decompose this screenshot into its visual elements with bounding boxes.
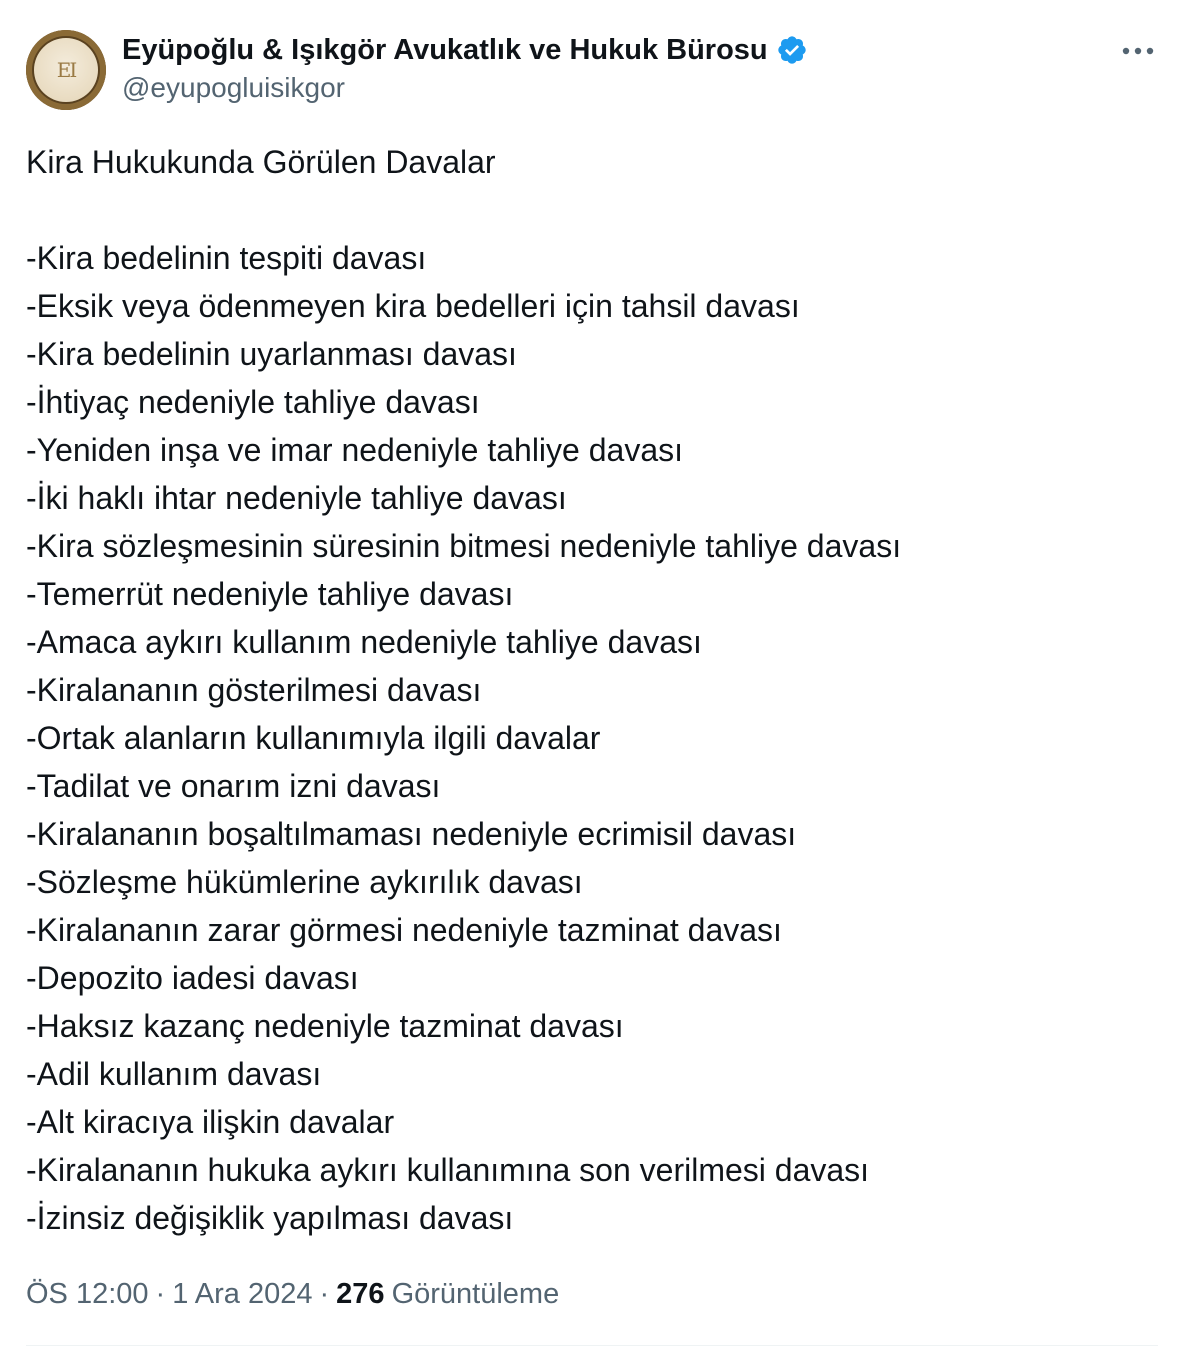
views-label: Görüntüleme: [391, 1277, 560, 1310]
case-list-item: -Kira bedelinin tespiti davası: [26, 240, 427, 276]
case-list-item: -Tadilat ve onarım izni davası: [26, 768, 441, 804]
case-list-item: -Amaca aykırı kullanım nedeniyle tahliye davası: [26, 624, 702, 660]
case-list-item: -Kiralananın hukuka aykırı kullanımına son verilmesi davası: [26, 1152, 870, 1188]
case-list-item: -Kiralananın boşaltılmaması nedeniyle ecrimisil davası: [26, 816, 797, 852]
blank-line: [26, 186, 1166, 234]
author-name-row: [122, 30, 808, 70]
tweet-meta: [26, 1272, 559, 1316]
case-list-item: -Kiralananın zarar görmesi nedeniyle tazminat davası: [26, 912, 782, 948]
case-list-item: -Ortak alanların kullanımıyla ilgili davalar: [26, 720, 601, 756]
more-horizontal-icon: [1121, 46, 1155, 56]
case-list-item: -Haksız kazanç nedeniyle tazminat davası: [26, 1008, 624, 1044]
case-list-item: -Adil kullanım davası: [26, 1056, 322, 1092]
tweet-title: Kira Hukukunda Görülen Davalar: [26, 144, 496, 180]
verified-badge-icon[interactable]: [776, 34, 808, 66]
case-list-item: -Eksik veya ödenmeyen kira bedelleri için tahsil davası: [26, 288, 800, 324]
tweet-date-link[interactable]: 1 Ara 2024: [172, 1277, 313, 1310]
meta-separator: ·: [319, 1277, 330, 1310]
views-count[interactable]: 276: [336, 1277, 385, 1310]
avatar[interactable]: [26, 30, 106, 110]
case-list-item: -İzinsiz değişiklik yapılması davası: [26, 1200, 514, 1236]
tweet-time-link[interactable]: ÖS 12:00: [26, 1277, 149, 1310]
case-list-item: -Kira sözleşmesinin süresinin bitmesi nedeniyle tahliye davası: [26, 528, 902, 564]
case-list-item: -Kira bedelinin uyarlanması davası: [26, 336, 517, 372]
case-list-item: -Sözleşme hükümlerine aykırılık davası: [26, 864, 583, 900]
case-list-item: -Temerrüt nedeniyle tahliye davası: [26, 576, 514, 612]
author-handle[interactable]: @eyupogluisikgor: [122, 72, 345, 103]
law-firm-logo-icon: EI: [56, 58, 76, 82]
author-display-name[interactable]: Eyüpoğlu & Işıkgör Avukatlık ve Hukuk Bürosu: [122, 33, 768, 66]
case-list-item: -İki haklı ihtar nedeniyle tahliye davası: [26, 480, 567, 516]
case-list-item: -Yeniden inşa ve imar nedeniyle tahliye davası: [26, 432, 683, 468]
case-list: [26, 234, 1166, 1242]
meta-separator: ·: [155, 1277, 166, 1310]
case-list-item: -Kiralananın gösterilmesi davası: [26, 672, 482, 708]
case-list-item: -İhtiyaç nedeniyle tahliye davası: [26, 384, 480, 420]
tweet-text: [26, 138, 1166, 1242]
divider: [26, 1345, 1158, 1346]
case-list-item: -Alt kiracıya ilişkin davalar: [26, 1104, 395, 1140]
more-options-button[interactable]: [1118, 34, 1158, 68]
case-list-item: -Depozito iadesi davası: [26, 960, 359, 996]
